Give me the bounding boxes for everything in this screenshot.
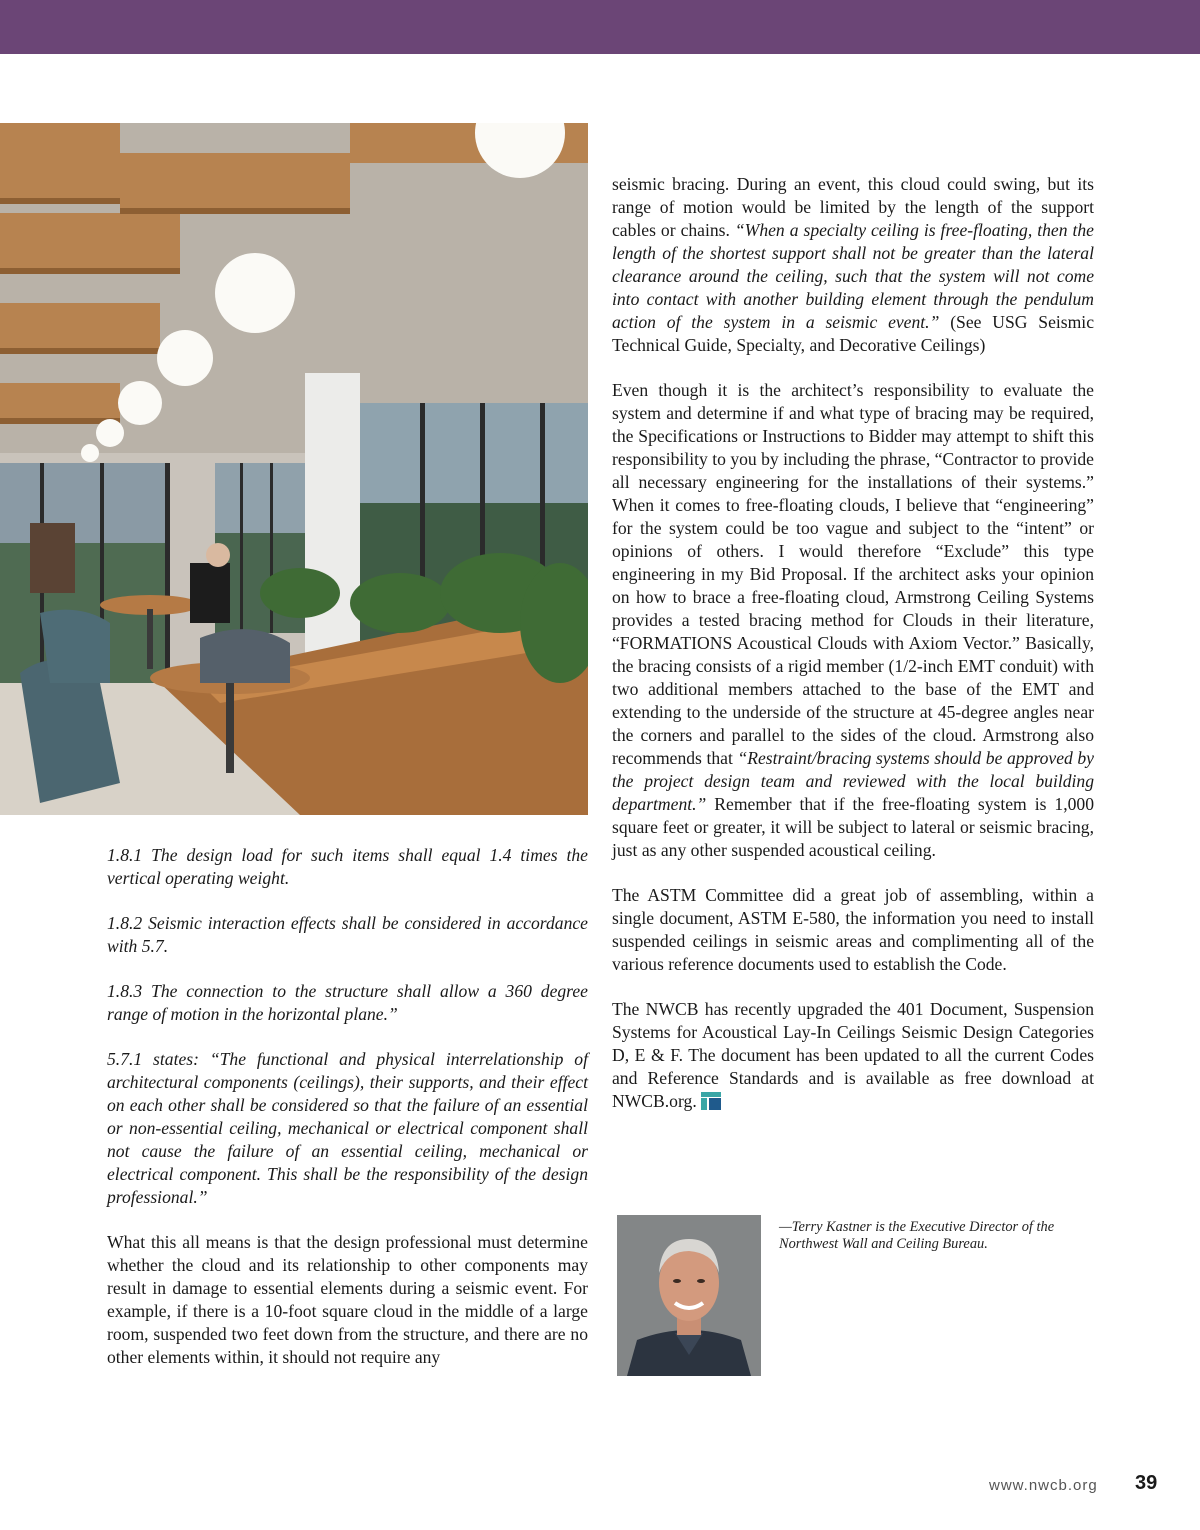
paragraph-text: (See USG Seismic Technical Guide, Specialty, and Decorative Ceilings) [612, 312, 1094, 355]
paragraph-text: seismic bracing. During an event, this cloud could swing, but its range of motion would be limited by the length of the support cables or chains. [612, 174, 1094, 240]
body-paragraph: The ASTM Committee did a great job of assembling, within a single document, ASTM E-580, the information you need to install suspended ceilings in seismic areas and complimenting all of the various reference documents used to establish the Code. [612, 885, 1094, 974]
clause-1-8-3: 1.8.3 The connection to the structure shall allow a 360 degree range of motion in the horizontal plane.” [107, 981, 588, 1024]
paragraph-text: Even though it is the architect’s responsibility to evaluate the system and determine if and what type of bracing may be required, the Specifications or Instructions to Bidder may attempt to shift this responsibility to you by including the phrase, “Contractor to provide all necessary engineering for the installations of their systems.” When it comes to free-floating clouds, I believe that “engineering” for the system could be too vague and subject to the “intent” or opinions of others. I would therefore “Exclude” this type engineering in my Bid Proposal. If the architect asks your opinion on how to brace a free-floating cloud, Armstrong Ceiling Systems provides a tested bracing method for Clouds in their literature, “FORMATIONS Acoustical Clouds with Axiom Vector.” Basically, the bracing consists of a rigid member (1/2-inch EMT conduit) with two additional members attached to the base of the EMT and extending to the underside of the structure at 45-degree angles near the corners and parallel to the sides of the cloud. Armstrong also recommends that [612, 380, 1094, 768]
clause-1-8-1: 1.8.1 The design load for such items shall equal 1.4 times the vertical operating weight. [107, 845, 588, 888]
paragraph-text: The NWCB has recently upgraded the 401 Document, Suspension Systems for Acoustical Lay-In Ceilings Seismic Design Categories D, E & F. The document has been updated to all the current Codes and Reference Standards and is available as free download at NWCB.org. [612, 999, 1094, 1111]
clause-1-8-2: 1.8.2 Seismic interaction effects shall be considered in accordance with 5.7. [107, 913, 588, 956]
body-paragraph [612, 379, 1094, 862]
armstrong-quote: “Restraint/bracing systems should be approved by the project design team and reviewed with the local building department.” [612, 748, 1094, 814]
author-bio: —Terry Kastner is the Executive Director of the Northwest Wall and Ceiling Bureau. [779, 1219, 1055, 1252]
paragraph-text: Remember that if the free-floating system is 1,000 square feet or greater, it will be subject to lateral or seismic bracing, just as any other suspended acoustical ceiling. [612, 794, 1094, 860]
interior-photo [0, 123, 588, 815]
page-number: 39 [1135, 1472, 1158, 1494]
nwcb-logo-icon [701, 1092, 721, 1116]
clause-5-7-1: 5.7.1 states: “The functional and physical interrelationship of architectural components (ceilings), their supports, and their effect on each other shall be considered so that the failure of an essential or non-essential ceiling, mechanical or electrical component shall not cause the failure of an essential ceiling, mechanical or electrical component. This shall be the responsibility of the design professional.” [107, 1049, 588, 1207]
right-text-column [612, 173, 1094, 1138]
footer-url[interactable]: www.nwcb.org [989, 1477, 1098, 1494]
author-portrait [617, 1215, 761, 1376]
body-paragraph [612, 998, 1094, 1116]
usg-quote: “When a specialty ceiling is free-floating, then the length of the shortest support shall not be greater than the lateral clearance around the ceiling, such that the system will not come into contact with another building element through the pendulum action of the system in a seismic event.” [612, 220, 1094, 332]
body-paragraph [612, 173, 1094, 357]
top-color-band [0, 0, 1200, 54]
left-text-column [107, 844, 588, 1391]
body-paragraph: What this all means is that the design professional must determine whether the cloud and its relationship to other components may result in damage to essential elements during a seismic event. For example, if there is a 10-foot square cloud in the middle of a large room, suspended two feet down from the structure, and there are no other elements within, it should not require any [107, 1232, 588, 1367]
